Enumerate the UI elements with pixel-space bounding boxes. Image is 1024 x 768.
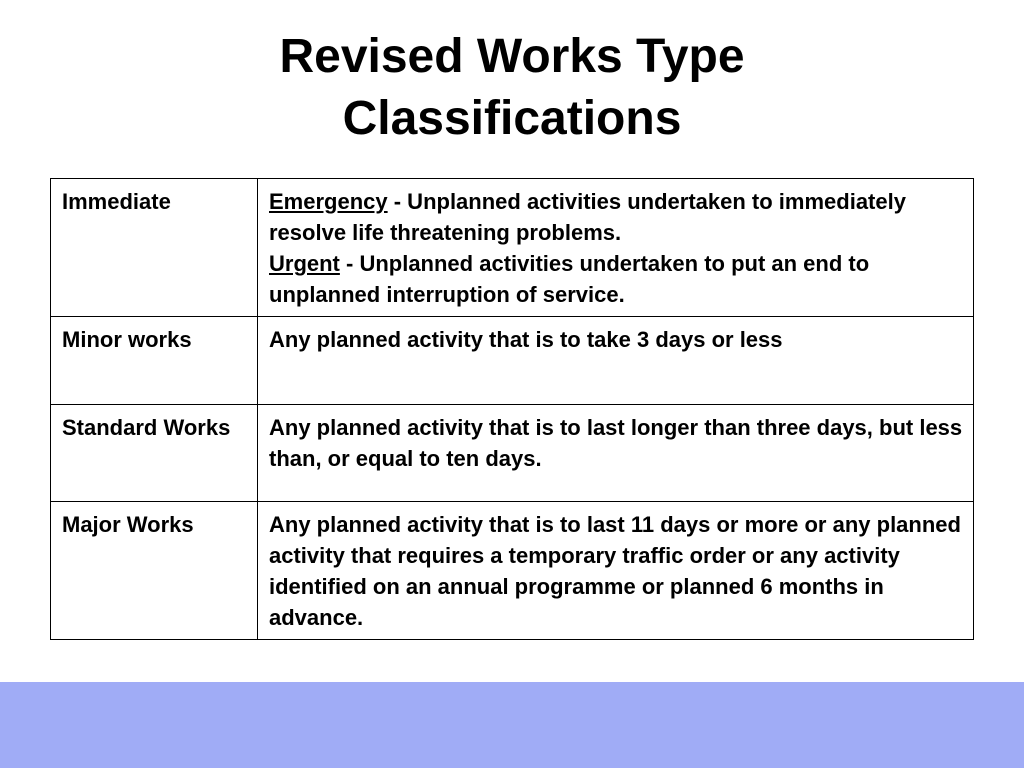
table-row-minor-works [51,317,974,405]
emergency-term: Emergency [269,189,388,214]
works-type-table [50,178,974,640]
works-type-cell [51,502,258,640]
urgent-term: Urgent [269,251,340,276]
urgent-text: - Unplanned activities undertaken to put an end to unplanned interruption of service. [269,251,870,307]
slide-title-line-2: Classifications [342,92,682,145]
works-description-cell: Any planned activity that is to take 3 days or less [258,317,974,405]
works-type-label: Standard Works [62,415,231,440]
table-row-standard-works [51,405,974,502]
table-row-major-works [51,502,974,640]
works-type-cell [51,179,258,317]
slide-title [0,26,1024,150]
emergency-definition [269,186,963,248]
works-type-label: Minor works [62,327,192,352]
works-type-label: Major Works [62,512,194,537]
works-description-cell: Any planned activity that is to last 11 days or more or any planned activity that requires a temporary traffic order or any activity identified on an annual programme or planned 6 months in advance. [258,502,974,640]
table-row-immediate [51,179,974,317]
works-type-label: Immediate [62,189,171,214]
footer-band [0,682,1024,768]
works-description-cell: Any planned activity that is to last longer than three days, but less than, or equal to ten days. [258,405,974,502]
urgent-definition [269,248,963,310]
works-type-cell [51,405,258,502]
works-type-cell [51,317,258,405]
emergency-text: - Unplanned activities undertaken to immediately resolve life threatening problems. [269,189,906,245]
works-description-cell [258,179,974,317]
slide-title-line-1: Revised Works Type [279,30,745,83]
